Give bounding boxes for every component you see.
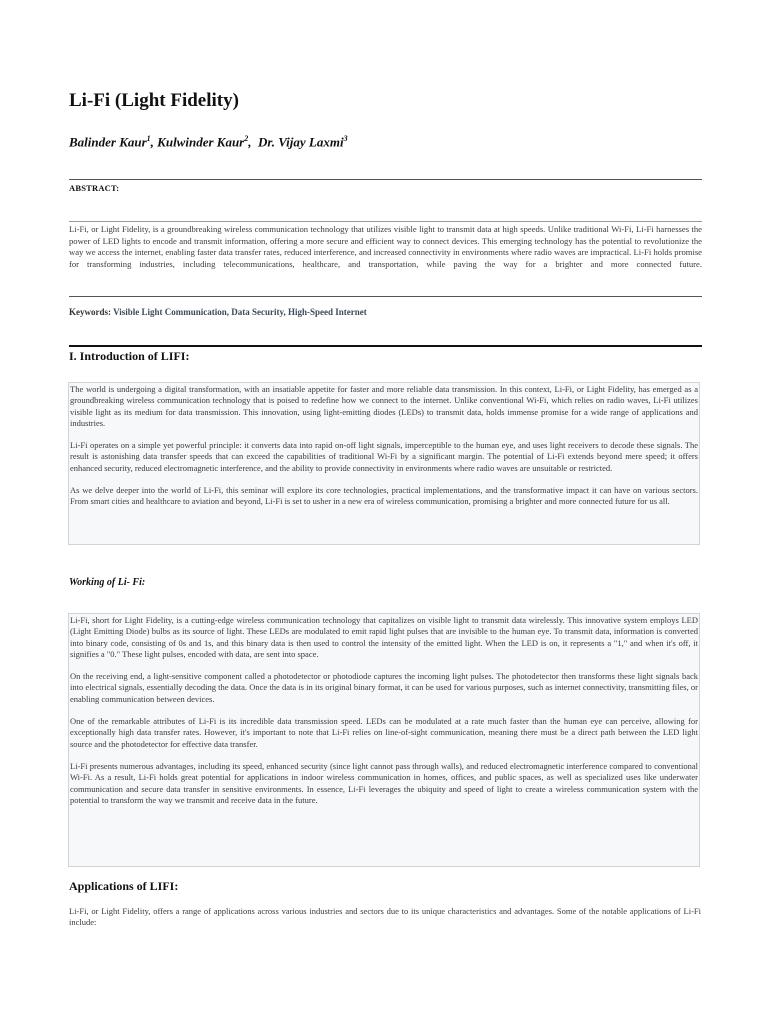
working-paragraph: On the receiving end, a light-sensitive component called a photodetector or photodiode captures the incoming light pulses. The photodetector then transforms these light signals back into electrical signals, essentially decoding the data. Once the data is in its original binary format, it can be used for various purposes, such as internet connectivity, transmitting files, or enabling communication between devices. xyxy=(70,671,698,704)
author-affiliation: 1 xyxy=(146,134,151,143)
section-heading-working: Working of Li- Fi: xyxy=(69,577,146,588)
keywords-label: Keywords: xyxy=(69,307,111,317)
section-heading-applications: Applications of LIFI: xyxy=(69,879,179,893)
author-list: Balinder Kaur$^1$, Kulwinder Kaur$^2$, Dr. Vijay Laxmi$^3$ xyxy=(69,134,348,150)
working-box xyxy=(68,613,700,867)
divider xyxy=(69,296,702,297)
intro-paragraph: Li-Fi operates on a simple yet powerful principle: it converts data into rapid on-off light signals, imperceptible to the human eye, and uses light receivers to decode these signals. The result is astonishing data transfer speeds that can exceed the capabilities of traditional Wi-Fi by a significant margin. The potential of Li-Fi extends beyond mere speed; it offers enhanced security, reduced electromagnetic interference, and the ability to provide connectivity in environments where radio waves are unsuitable or restricted. xyxy=(70,440,698,473)
author-name: Dr. Vijay Laxmi xyxy=(258,134,344,150)
keywords-value: Visible Light Communication, Data Security, High-Speed Internet xyxy=(113,307,367,317)
abstract-label: ABSTRACT: xyxy=(69,183,120,193)
author-affiliation: 2 xyxy=(244,134,249,143)
divider xyxy=(69,221,702,222)
working-paragraph: One of the remarkable attributes of Li-Fi is its incredible data transmission speed. LEDs can be modulated at a rate much faster than the human eye can perceive, allowing for exceptionally high data transfer rates. However, it's important to note that Li-Fi relies on line-of-sight communication, meaning there must be a direct path between the LED light source and the photodetector for effective data transfer. xyxy=(70,716,698,749)
section-heading-introduction: I. Introduction of LIFI: xyxy=(69,349,190,363)
applications-text: Li-Fi, or Light Fidelity, offers a range of applications across various industries and sectors due to its unique characteristics and advantages. Some of the notable applications of Li-Fi include: xyxy=(69,906,701,928)
divider xyxy=(69,179,702,180)
paper-title: Li-Fi (Light Fidelity) xyxy=(69,90,239,111)
intro-paragraph: As we delve deeper into the world of Li-Fi, this seminar will explore its core technologies, practical implementations, and the transformative impact it can have on various sectors. From smart cities and healthcare to aviation and beyond, Li-Fi is set to usher in a new era of wireless communication, promising a brighter and more connected future for us all. xyxy=(70,485,698,507)
section-rule xyxy=(69,345,702,347)
author-name: Balinder Kaur xyxy=(69,134,147,150)
author-affiliation: 3 xyxy=(343,134,348,143)
introduction-box xyxy=(68,382,700,545)
working-paragraph: Li-Fi, short for Light Fidelity, is a cutting-edge wireless communication technology that capitalizes on visible light to transmit data wirelessly. This innovative system employs LED (Light Emitting Diode) bulbs as its source of light. These LEDs are modulated to emit rapid light pulses that are invisible to the human eye. To transmit data, information is converted into binary code, consisting of 0s and 1s, and this binary data is then used to control the intensity of the emitted light. When the LED is on, it represents a "1," and when it's off, it signifies a "0." These light pulses, encoded with data, are sent into space. xyxy=(70,615,698,659)
intro-paragraph: The world is undergoing a digital transformation, with an insatiable appetite for faster and more reliable data transmission. In this context, Li-Fi, or Light Fidelity, has emerged as a groundbreaking wireless communication technology that is poised to redefine how we connect to the internet. Unlike conventional Wi-Fi, which relies on radio waves, Li-Fi utilizes visible light as its medium for data transmission. This innovation, using light-emitting diodes (LEDs) to transmit data, holds immense promise for a wide range of applications and industries. xyxy=(70,384,698,428)
author-name: Kulwinder Kaur xyxy=(157,134,245,150)
working-paragraph: Li-Fi presents numerous advantages, including its speed, enhanced security (since light cannot pass through walls), and reduced electromagnetic interference compared to conventional Wi-Fi. As a result, Li-Fi holds great potential for applications in indoor wireless communication in homes, offices, and public spaces, as well as specialized uses like underwater communication and secure data transfer in sensitive environments. In essence, Li-Fi leverages the ubiquity and speed of light to create a wireless communication system with the potential to transform the way we transmit and receive data in the future. xyxy=(70,760,698,805)
abstract-text: Li-Fi, or Light Fidelity, is a groundbreaking wireless communication technology that utilizes visible light to transmit data at high speeds. Unlike traditional Wi-Fi, Li-Fi harnesses the power of LED lights to encode and transmit information, offering a more secure and efficient way to connect devices. This emerging technology has the potential to revolutionize the way we access the internet, enabling faster data transfer rates, reduced interference, and increased connectivity in environments where radio waves are impractical. Li-Fi holds promise for transforming industries, including telecommunications, healthcare, and transportation, while paving the way for a brighter and more connected future. xyxy=(69,224,702,269)
keywords xyxy=(69,307,367,317)
